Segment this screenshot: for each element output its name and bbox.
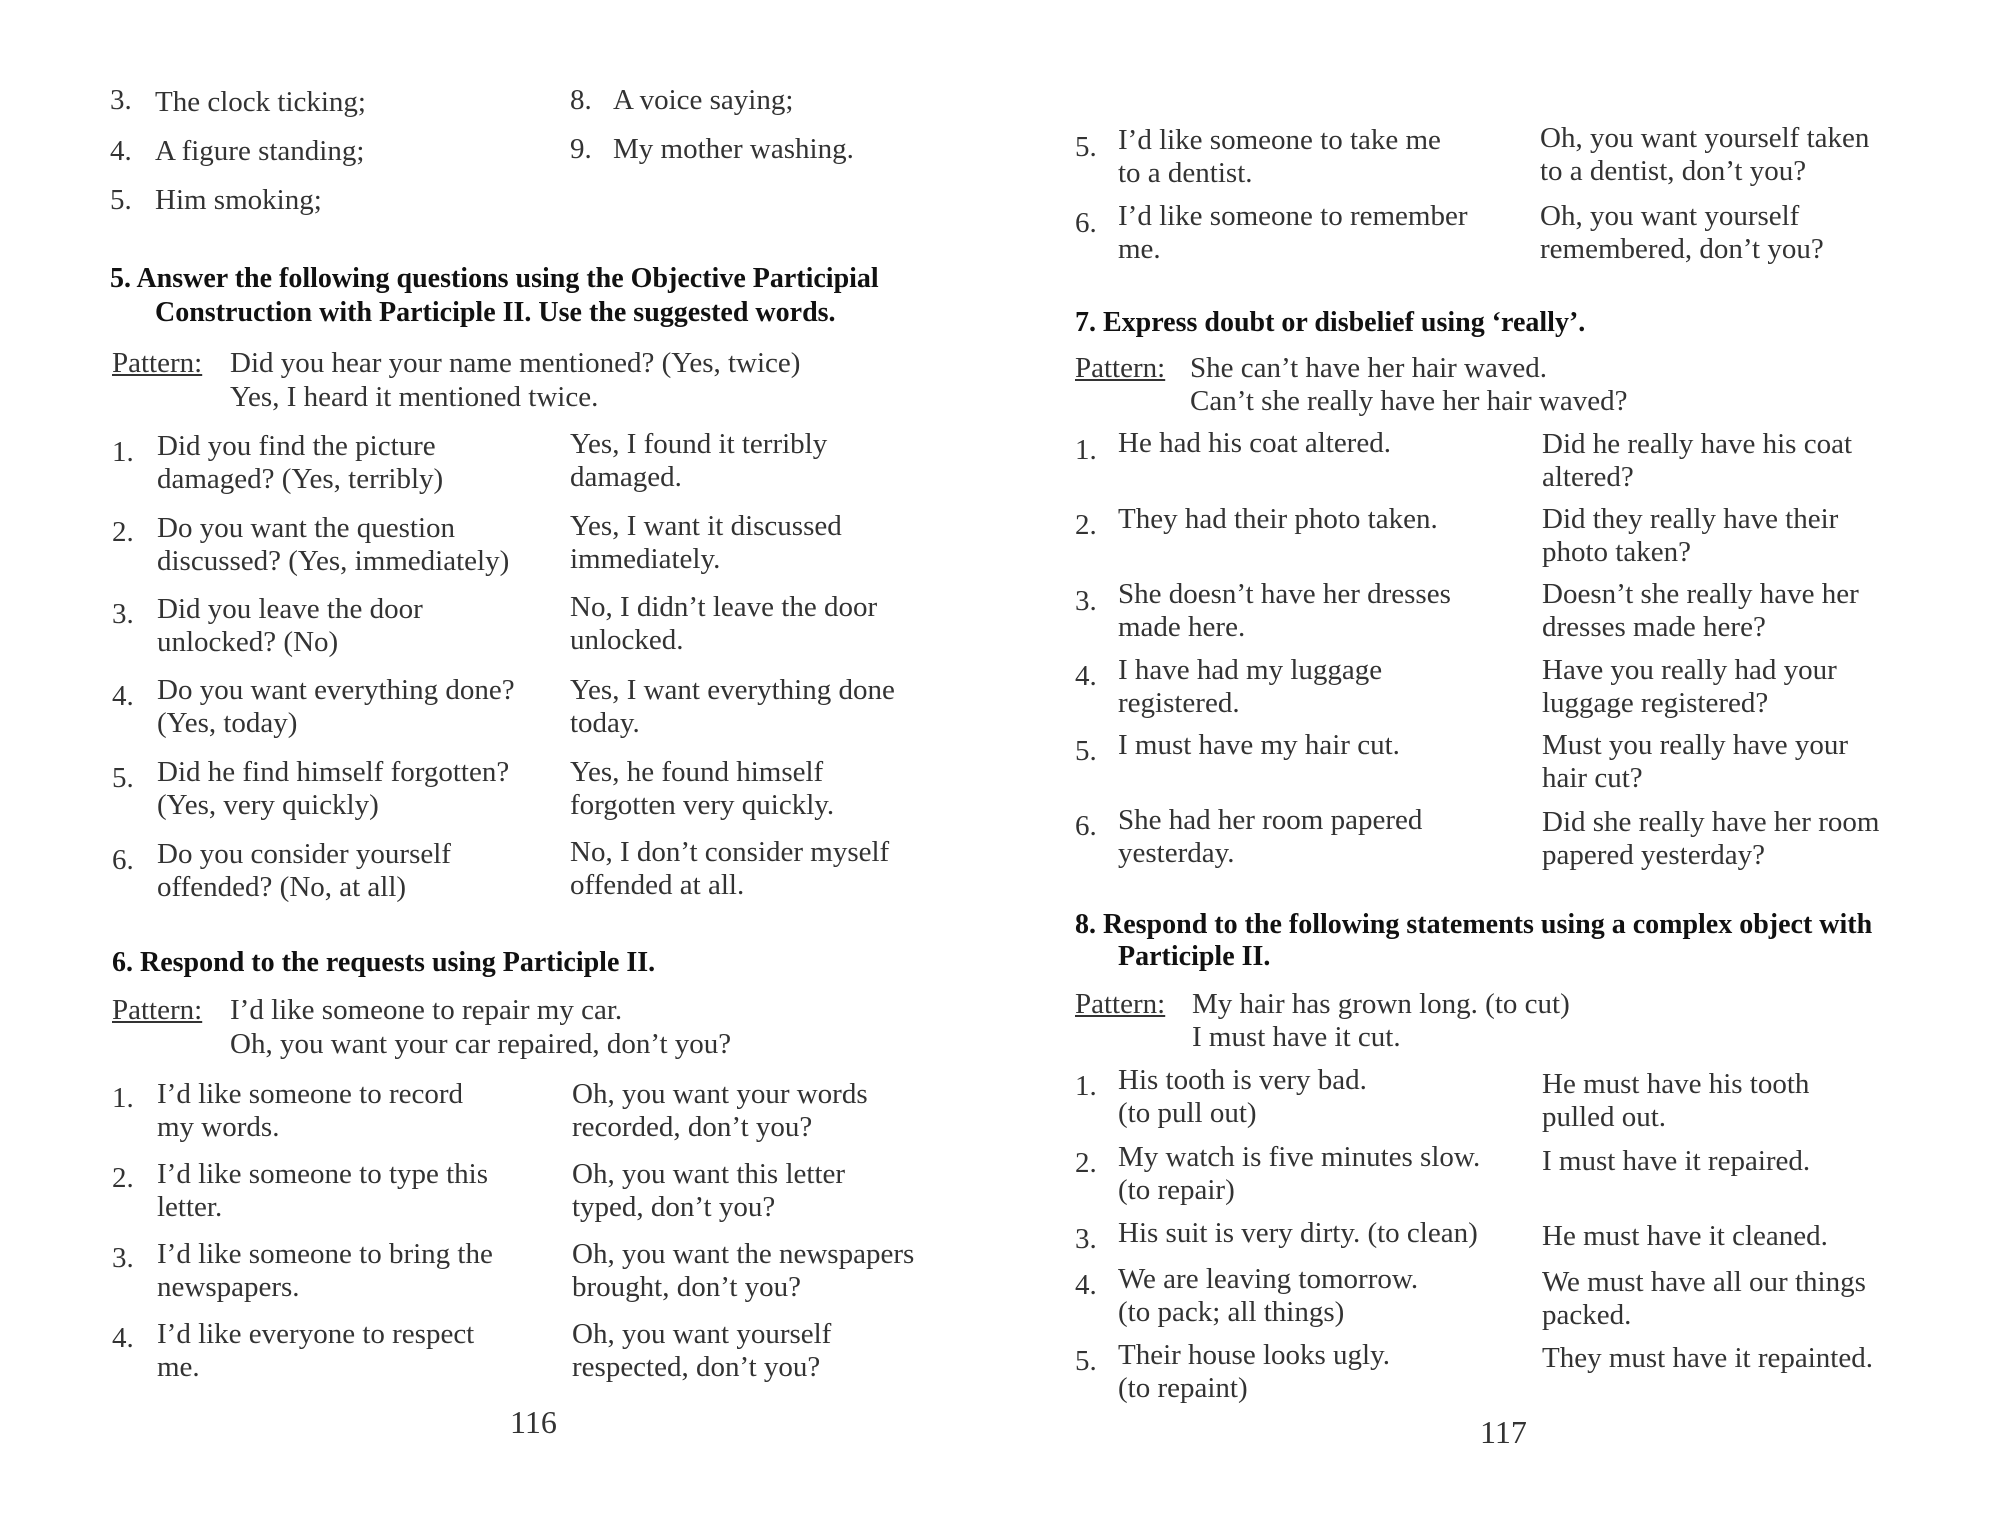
item-number: 4. bbox=[112, 1322, 134, 1354]
item-statement: Their house looks ugly. bbox=[1118, 1339, 1390, 1371]
item-statement: She had her room papered bbox=[1118, 804, 1423, 836]
item-answer: He must have his tooth bbox=[1542, 1068, 1810, 1100]
list-item-text: Him smoking; bbox=[155, 184, 322, 216]
item-number: 3. bbox=[1075, 1223, 1097, 1255]
list-item-number: 4. bbox=[110, 135, 132, 167]
item-answer-cont: pulled out. bbox=[1542, 1101, 1667, 1133]
item-answer-cont: altered? bbox=[1542, 461, 1634, 493]
item-statement: His suit is very dirty. (to clean) bbox=[1118, 1217, 1478, 1249]
item-number: 2. bbox=[112, 516, 134, 548]
item-request-cont: letter. bbox=[157, 1191, 223, 1223]
item-request: I’d like someone to type this bbox=[157, 1158, 489, 1190]
item-answer-cont: photo taken? bbox=[1542, 536, 1691, 568]
item-number: 3. bbox=[1075, 585, 1097, 617]
item-number: 5. bbox=[1075, 735, 1097, 767]
list-item-text: A figure standing; bbox=[155, 135, 365, 167]
item-answer: I must have it repaired. bbox=[1542, 1145, 1811, 1177]
item-number: 3. bbox=[112, 598, 134, 630]
item-number: 5. bbox=[112, 762, 134, 794]
list-item-text: A voice saying; bbox=[613, 84, 794, 116]
item-number: 6. bbox=[1075, 207, 1097, 239]
item-question-cont: offended? (No, at all) bbox=[157, 871, 407, 903]
pattern-label: Pattern: bbox=[1075, 988, 1166, 1020]
pattern-label: Pattern: bbox=[1075, 352, 1166, 384]
item-answer: Did he really have his coat bbox=[1542, 428, 1853, 460]
item-answer-cont: dresses made here? bbox=[1542, 611, 1766, 643]
item-answer: Yes, he found himself bbox=[570, 756, 824, 788]
pattern-question: Did you hear your name mentioned? (Yes, twice) bbox=[230, 347, 801, 379]
item-answer-cont: papered yesterday? bbox=[1542, 839, 1766, 871]
item-answer-cont: forgotten very quickly. bbox=[570, 789, 835, 821]
item-answer-cont: damaged. bbox=[570, 461, 682, 493]
item-number: 4. bbox=[1075, 660, 1097, 692]
page-number: 116 bbox=[510, 1404, 557, 1440]
exercise-6-title: 6. Respond to the requests using Participle II. bbox=[112, 947, 656, 978]
pattern-label: Pattern: bbox=[112, 994, 203, 1026]
item-question-cont: discussed? (Yes, immediately) bbox=[157, 545, 510, 577]
item-question-cont: damaged? (Yes, terribly) bbox=[157, 463, 444, 495]
pattern-answer: Yes, I heard it mentioned twice. bbox=[230, 381, 599, 413]
exercise-7-title: 7. Express doubt or disbelief using ‘really’. bbox=[1075, 307, 1586, 338]
item-answer-cont: recorded, don’t you? bbox=[572, 1111, 813, 1143]
exercise-8-title-line1: 8. Respond to the following statements using a complex object with bbox=[1075, 909, 1873, 940]
item-statement-cont: (to repair) bbox=[1118, 1174, 1235, 1206]
item-question: Do you want everything done? bbox=[157, 674, 515, 706]
item-number: 1. bbox=[112, 1082, 134, 1114]
item-question: Do you consider yourself bbox=[157, 838, 451, 870]
item-statement: I have had my luggage bbox=[1118, 654, 1383, 686]
item-answer-cont: respected, don’t you? bbox=[572, 1351, 821, 1383]
item-answer-cont: unlocked. bbox=[570, 624, 684, 656]
item-request-cont: me. bbox=[1118, 233, 1161, 265]
item-question-cont: unlocked? (No) bbox=[157, 626, 339, 658]
item-answer: Oh, you want yourself bbox=[1540, 200, 1800, 232]
item-answer: Yes, I found it terribly bbox=[570, 428, 828, 460]
item-number: 6. bbox=[1075, 810, 1097, 842]
item-answer: Oh, you want yourself bbox=[572, 1318, 832, 1350]
item-answer-cont: hair cut? bbox=[1542, 762, 1643, 794]
item-number: 6. bbox=[112, 844, 134, 876]
item-answer: We must have all our things bbox=[1542, 1266, 1866, 1298]
exercise-5-title-line1: 5. Answer the following questions using the Objective Participial bbox=[110, 263, 879, 294]
item-answer: No, I didn’t leave the door bbox=[570, 591, 878, 623]
item-number: 4. bbox=[1075, 1269, 1097, 1301]
item-statement-cont: yesterday. bbox=[1118, 837, 1235, 869]
pattern-question: I’d like someone to repair my car. bbox=[230, 994, 623, 1026]
item-request-cont: my words. bbox=[157, 1111, 280, 1143]
item-answer: No, I don’t consider myself bbox=[570, 836, 890, 868]
exercise-8-title-line2: Participle II. bbox=[1118, 941, 1271, 972]
list-item-text: The clock ticking; bbox=[155, 86, 366, 118]
item-answer-cont: brought, don’t you? bbox=[572, 1271, 802, 1303]
item-number: 3. bbox=[112, 1242, 134, 1274]
item-request: I’d like someone to bring the bbox=[157, 1238, 493, 1270]
item-request: I’d like everyone to respect bbox=[157, 1318, 475, 1350]
item-number: 4. bbox=[112, 680, 134, 712]
pattern-question: She can’t have her hair waved. bbox=[1190, 352, 1547, 384]
item-number: 5. bbox=[1075, 131, 1097, 163]
pattern-answer: Can’t she really have her hair waved? bbox=[1190, 385, 1628, 417]
item-question: Did you leave the door bbox=[157, 593, 423, 625]
item-answer-cont: packed. bbox=[1542, 1299, 1632, 1331]
item-answer-cont: immediately. bbox=[570, 543, 721, 575]
exercise-5-title-line2: Construction with Participle II. Use the suggested words. bbox=[155, 297, 836, 328]
item-answer-cont: to a dentist, don’t you? bbox=[1540, 155, 1807, 187]
list-item-number: 3. bbox=[110, 84, 132, 116]
item-statement: His tooth is very bad. bbox=[1118, 1064, 1367, 1096]
list-item-text: My mother washing. bbox=[613, 133, 854, 165]
item-statement: We are leaving tomorrow. bbox=[1118, 1263, 1419, 1295]
item-number: 1. bbox=[112, 436, 134, 468]
item-number: 1. bbox=[1075, 1070, 1097, 1102]
item-statement: He had his coat altered. bbox=[1118, 427, 1391, 459]
item-request-cont: me. bbox=[157, 1351, 200, 1383]
item-request: I’d like someone to take me bbox=[1118, 124, 1441, 156]
item-question: Do you want the question bbox=[157, 512, 456, 544]
item-statement-cont: (to pack; all things) bbox=[1118, 1296, 1345, 1328]
pattern-question: My hair has grown long. (to cut) bbox=[1192, 988, 1570, 1020]
item-answer: Have you really had your bbox=[1542, 654, 1837, 686]
item-answer: He must have it cleaned. bbox=[1542, 1220, 1828, 1252]
item-question: Did he find himself forgotten? bbox=[157, 756, 510, 788]
item-statement: I must have my hair cut. bbox=[1118, 729, 1400, 761]
item-statement-cont: (to pull out) bbox=[1118, 1097, 1257, 1129]
item-number: 2. bbox=[1075, 509, 1097, 541]
item-answer-cont: remembered, don’t you? bbox=[1540, 233, 1824, 265]
item-answer-cont: today. bbox=[570, 707, 640, 739]
item-answer: Did she really have her room bbox=[1542, 806, 1880, 838]
item-answer: They must have it repainted. bbox=[1542, 1342, 1873, 1374]
item-request: I’d like someone to remember bbox=[1118, 200, 1468, 232]
item-statement: She doesn’t have her dresses bbox=[1118, 578, 1451, 610]
item-number: 5. bbox=[1075, 1345, 1097, 1377]
item-question-cont: (Yes, very quickly) bbox=[157, 789, 379, 821]
item-answer: Oh, you want this letter bbox=[572, 1158, 846, 1190]
list-item-number: 9. bbox=[570, 133, 592, 165]
item-answer: Must you really have your bbox=[1542, 729, 1849, 761]
item-question-cont: (Yes, today) bbox=[157, 707, 298, 739]
list-item-number: 5. bbox=[110, 184, 132, 216]
item-request-cont: to a dentist. bbox=[1118, 157, 1253, 189]
item-answer: Oh, you want the newspapers bbox=[572, 1238, 915, 1270]
item-statement: My watch is five minutes slow. bbox=[1118, 1141, 1481, 1173]
item-answer: Oh, you want your words bbox=[572, 1078, 868, 1110]
right-page bbox=[1000, 0, 2000, 1533]
item-question: Did you find the picture bbox=[157, 430, 436, 462]
item-number: 2. bbox=[1075, 1147, 1097, 1179]
item-answer-cont: luggage registered? bbox=[1542, 687, 1769, 719]
item-statement-cont: (to repaint) bbox=[1118, 1372, 1248, 1404]
item-answer: Yes, I want everything done bbox=[570, 674, 895, 706]
list-item-number: 8. bbox=[570, 84, 592, 116]
pattern-answer: Oh, you want your car repaired, don’t you? bbox=[230, 1028, 732, 1060]
item-request: I’d like someone to record bbox=[157, 1078, 464, 1110]
item-answer-cont: typed, don’t you? bbox=[572, 1191, 776, 1223]
pattern-label: Pattern: bbox=[112, 347, 203, 379]
item-statement-cont: registered. bbox=[1118, 687, 1240, 719]
item-number: 1. bbox=[1075, 434, 1097, 466]
item-answer: Oh, you want yourself taken bbox=[1540, 122, 1870, 154]
item-answer: Doesn’t she really have her bbox=[1542, 578, 1859, 610]
item-statement-cont: made here. bbox=[1118, 611, 1246, 643]
item-number: 2. bbox=[112, 1162, 134, 1194]
pattern-answer: I must have it cut. bbox=[1192, 1021, 1401, 1053]
item-request-cont: newspapers. bbox=[157, 1271, 300, 1303]
item-statement: They had their photo taken. bbox=[1118, 503, 1438, 535]
page-number: 117 bbox=[1480, 1414, 1527, 1450]
item-answer: Did they really have their bbox=[1542, 503, 1839, 535]
item-answer-cont: offended at all. bbox=[570, 869, 745, 901]
item-answer: Yes, I want it discussed bbox=[570, 510, 842, 542]
